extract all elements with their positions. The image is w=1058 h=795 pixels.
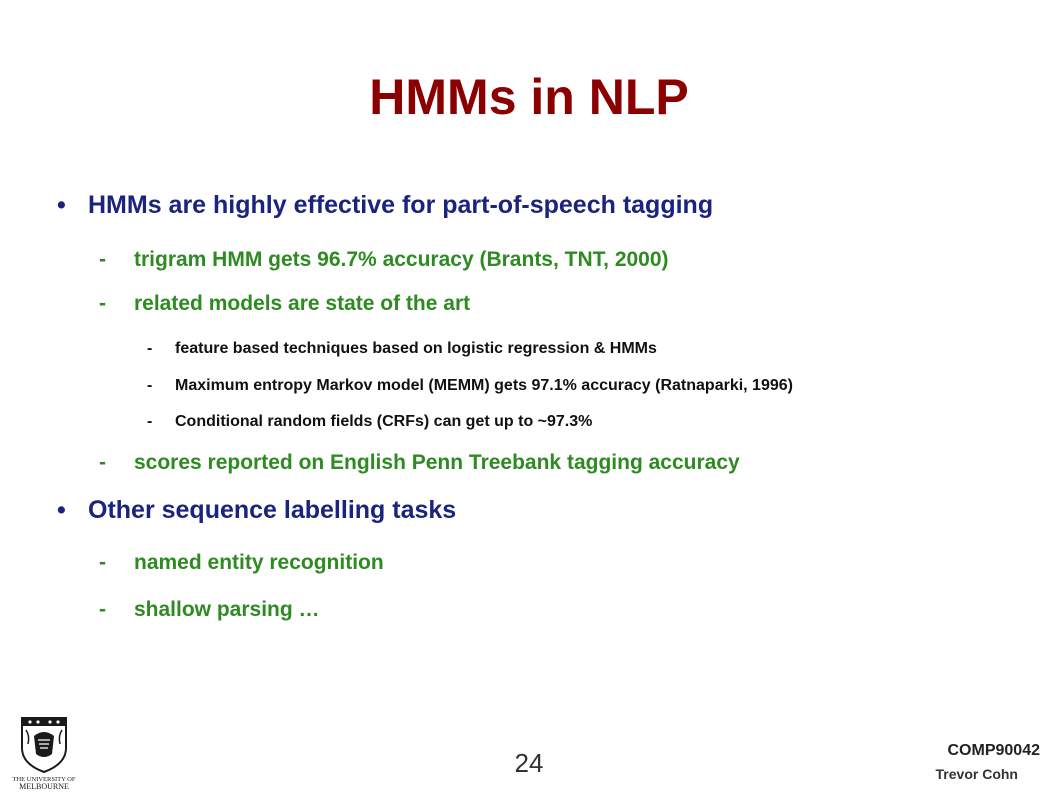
bullet-text: HMMs are highly effective for part-of-speech tagging: [88, 191, 714, 219]
slide-title: HMMs in NLP: [369, 69, 689, 125]
bullet-text: shallow parsing …: [134, 598, 320, 621]
bullet-item: [57, 191, 713, 220]
bullet-item: [57, 496, 456, 525]
sub-bullet-item: [99, 551, 384, 575]
bullet-marker: -: [99, 451, 106, 474]
sub-sub-bullet-item: [147, 413, 592, 431]
bullet-marker: •: [57, 496, 66, 524]
author-name: Trevor Cohn: [935, 766, 1018, 782]
bullet-marker: -: [147, 413, 153, 430]
course-code: COMP90042: [947, 742, 1040, 759]
bullet-text: related models are state of the art: [134, 292, 471, 315]
bullet-marker: -: [99, 248, 106, 271]
bullet-marker: -: [99, 598, 106, 621]
sub-bullet-item: [99, 248, 669, 272]
bullet-text: Maximum entropy Markov model (MEMM) gets 97.1% accuracy (Ratnaparki, 1996): [175, 377, 793, 394]
sub-bullet-item: [99, 292, 470, 316]
logo-text-line-1: THE UNIVERSITY OF: [12, 776, 76, 783]
bullet-marker: -: [147, 377, 153, 394]
bullet-marker: •: [57, 191, 66, 219]
bullet-text: named entity recognition: [134, 551, 384, 574]
logo-text-line-2: MELBOURNE: [19, 782, 69, 790]
sub-sub-bullet-item: [147, 340, 657, 358]
sub-bullet-item: [99, 451, 740, 475]
bullet-text: trigram HMM gets 96.7% accuracy (Brants, TNT, 2000): [134, 248, 669, 271]
bullet-text: feature based techniques based on logistic regression & HMMs: [175, 340, 657, 357]
bullet-text: Other sequence labelling tasks: [88, 496, 457, 524]
page-number: 24: [514, 748, 544, 778]
bullet-text: Conditional random fields (CRFs) can get up to ~97.3%: [175, 413, 593, 430]
sub-sub-bullet-item: [147, 377, 793, 395]
sub-bullet-item: [99, 598, 320, 622]
bullet-text: scores reported on English Penn Treebank tagging accuracy: [134, 451, 740, 474]
bullet-marker: -: [147, 340, 153, 357]
bullet-marker: -: [99, 292, 106, 315]
bullet-marker: -: [99, 551, 106, 574]
